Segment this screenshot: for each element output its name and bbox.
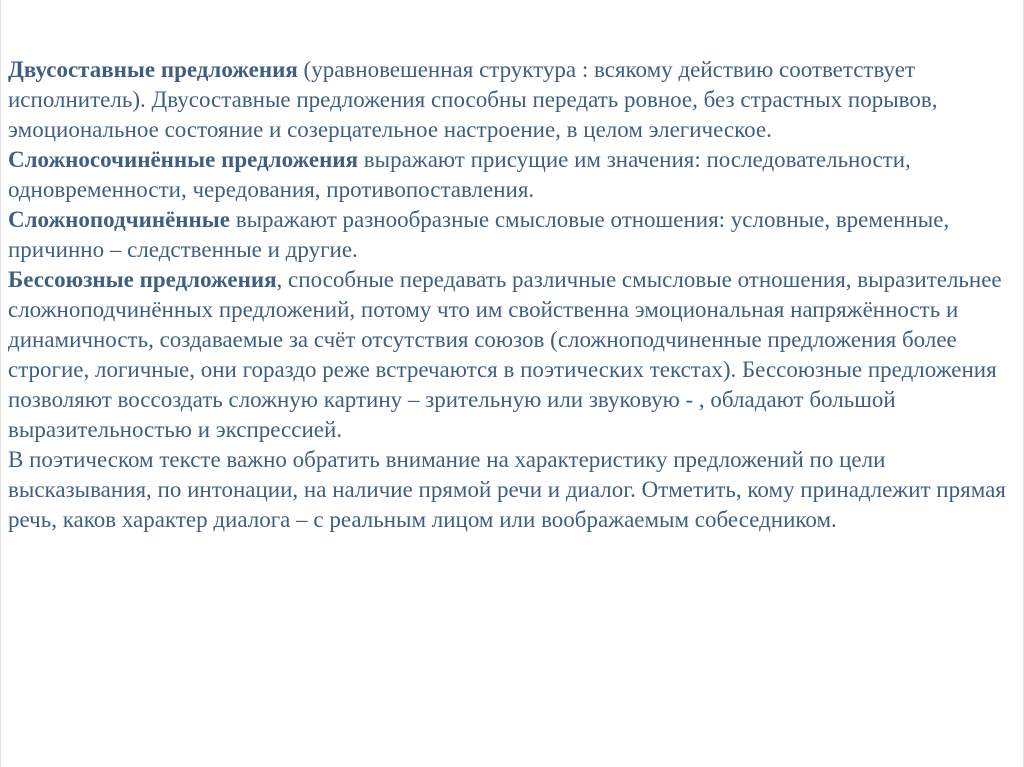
paragraph-text: (уравновешенная структура : всякому действию соответствует исполнитель). Двусоставные предложения способны передать ровное, без страстных порывов, эмоциональное состояние и созерцательное настроение, в целом элегическое. <box>8 57 938 142</box>
slide-text-body <box>8 55 1016 535</box>
paragraph-two-part-sentences <box>8 55 1016 145</box>
paragraph-compound-sentences <box>8 145 1016 205</box>
paragraph-asyndetic-sentences <box>8 265 1016 445</box>
paragraph-text: выражают присущие им значения: последовательности, одновременности, чередования, противопоставления. <box>8 147 911 202</box>
term-complex-sentences: Сложноподчинённые <box>8 207 230 232</box>
paragraph-poetic-text <box>8 445 1016 535</box>
slide-left-border <box>0 0 1 767</box>
paragraph-text: , способные передавать различные смысловые отношения, выразительнее сложноподчинённых предложений, потому что им свойственна эмоциональная напряжённость и динамичность, создаваемые за счёт отсутствия союзов (сложноподчиненные предложения более строгие, логичные, они гораздо реже встречаются в поэтических текстах). Бессоюзные предложения позволяют воссоздать сложную картину – зрительную или звуковую - , обладают большой выразительностью и экспрессией. <box>8 267 1002 442</box>
paragraph-text: В поэтическом тексте важно обратить внимание на характеристику предложений по цели высказывания, по интонации, на наличие прямой речи и диалог. Отметить, кому принадлежит прямая речь, каков характер диалога – с реальным лицом или воображаемым собеседником. <box>8 447 1006 532</box>
term-asyndetic-sentences: Бессоюзные предложения <box>8 267 277 292</box>
term-compound-sentences: Сложносочинённые предложения <box>8 147 359 172</box>
paragraph-complex-sentences <box>8 205 1016 265</box>
term-two-part-sentences: Двусоставные предложения <box>8 57 298 82</box>
paragraph-text: выражают разнообразные смысловые отношения: условные, временные, причинно – следственные и другие. <box>8 207 950 262</box>
